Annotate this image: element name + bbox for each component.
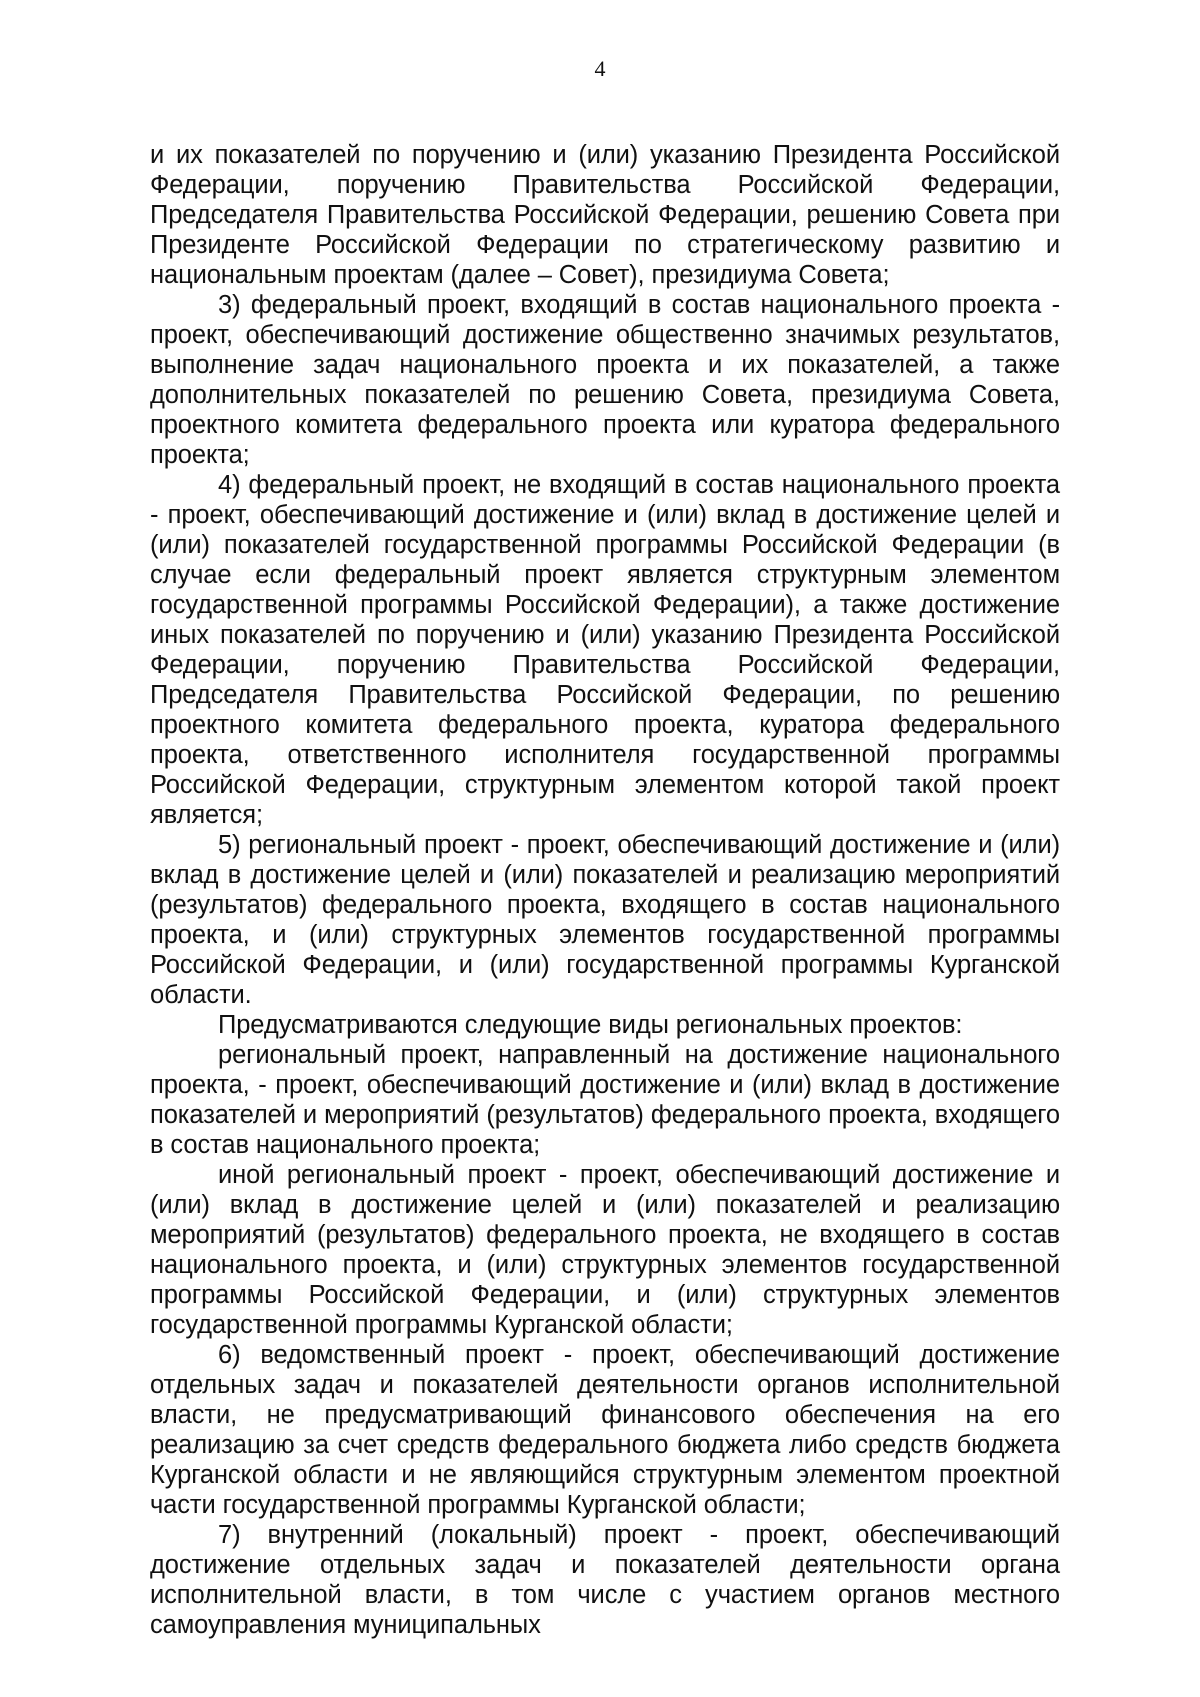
document-body bbox=[150, 140, 1060, 1640]
page-number: 4 bbox=[594, 56, 606, 81]
paragraph-continuation: и их показателей по поручению и (или) указанию Президента Российской Федерации, поручению Правительства Российской Федерации, Председателя Правительства Российской Федерации, решению Совета при Президенте Российской Федерации по стратегическому развитию и национальным проектам (далее – Совет), президиума Совета; bbox=[150, 141, 1060, 289]
paragraph-regional-other: иной региональный проект - проект, обеспечивающий достижение и (или) вклад в достижение целей и (или) показателей и реализацию мероприятий (результатов) федерального проекта, не входящего в состав национального проекта, и (или) структурных элементов государственной программы Российской Федерации, и (или) структурных элементов государственной программы Курганской области; bbox=[150, 1161, 1060, 1339]
paragraph-item-5: 5) региональный проект - проект, обеспечивающий достижение и (или) вклад в достижение целей и (или) показателей и реализацию мероприятий (результатов) федерального проекта, входящего в состав национального проекта, и (или) структурных элементов государственной программы Российской Федерации, и (или) государственной программы Курганской области. bbox=[150, 831, 1060, 1009]
paragraph-item-3: 3) федеральный проект, входящий в состав национального проекта - проект, обеспечивающий достижение общественно значимых результатов, выполнение задач национального проекта и их показателей, а также дополнительных показателей по решению Совета, президиума Совета, проектного комитета федерального проекта или куратора федерального проекта; bbox=[150, 291, 1060, 469]
paragraph-regional-national: региональный проект, направленный на достижение национального проекта, - проект, обеспечивающий достижение и (или) вклад в достижение показателей и мероприятий (результатов) федерального проекта, входящего в состав национального проекта; bbox=[150, 1041, 1060, 1159]
paragraph-item-6: 6) ведомственный проект - проект, обеспечивающий достижение отдельных задач и показателей деятельности органов исполнительной власти, не предусматривающий финансового обеспечения на его реализацию за счет средств федерального бюджета либо средств бюджета Курганской области и не являющийся структурным элементом проектной части государственной программы Курганской области; bbox=[150, 1341, 1060, 1519]
paragraph-regional-types-intro: Предусматриваются следующие виды региональных проектов: bbox=[218, 1011, 963, 1039]
paragraph-item-7: 7) внутренний (локальный) проект - проект, обеспечивающий достижение отдельных задач и показателей деятельности органа исполнительной власти, в том числе с участием органов местного самоуправления муниципальных bbox=[150, 1521, 1060, 1639]
paragraph-item-4: 4) федеральный проект, не входящий в состав национального проекта - проект, обеспечивающий достижение и (или) вклад в достижение целей и (или) показателей государственной программы Российской Федерации (в случае если федеральный проект является структурным элементом государственной программы Российской Федерации), а также достижение иных показателей по поручению и (или) указанию Президента Российской Федерации, поручению Правительства Российской Федерации, Председателя Правительства Российской Федерации, по решению проектного комитета федерального проекта, куратора федерального проекта, ответственного исполнителя государственной программы Российской Федерации, структурным элементом которой такой проект является; bbox=[150, 471, 1060, 829]
